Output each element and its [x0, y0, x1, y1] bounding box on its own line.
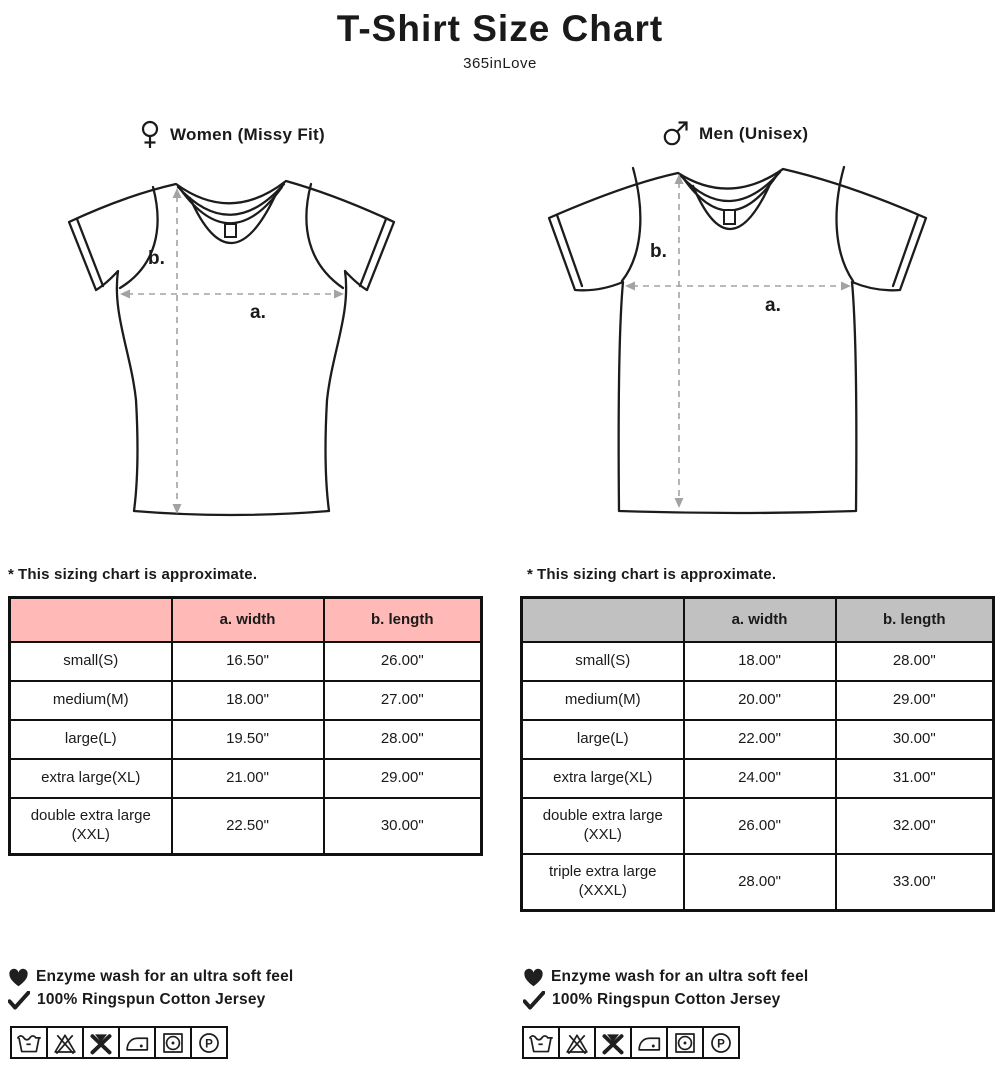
length-cell: 32.00" — [836, 798, 994, 854]
care-line — [8, 989, 293, 1011]
men-tshirt-diagram — [543, 156, 935, 518]
asterisk: * — [8, 566, 15, 583]
women-length-label: b. — [148, 248, 165, 269]
women-care-notes — [8, 966, 293, 1011]
women-table-header — [10, 598, 482, 643]
svg-text:P: P — [205, 1037, 213, 1050]
tumble-dry-icon — [666, 1026, 704, 1059]
iron-icon — [118, 1026, 156, 1059]
width-cell: 24.00" — [684, 759, 836, 798]
care-text: Enzyme wash for an ultra soft feel — [551, 968, 809, 985]
size-cell: large(L) — [10, 720, 172, 759]
do-not-bleach-icon — [46, 1026, 84, 1059]
men-section-heading — [662, 120, 808, 147]
table-row — [10, 759, 482, 798]
women-tshirt-diagram — [64, 168, 400, 520]
heart-icon — [8, 968, 29, 987]
care-text: Enzyme wash for an ultra soft feel — [36, 968, 294, 985]
table-row — [10, 681, 482, 720]
care-text: 100% Ringspun Cotton Jersey — [552, 991, 781, 1008]
width-cell: 20.00" — [684, 681, 836, 720]
table-row — [522, 759, 994, 798]
check-icon — [523, 991, 545, 1010]
table-row — [522, 854, 994, 911]
men-heading-label: Men (Unisex) — [699, 123, 809, 143]
width-cell: 21.00" — [172, 759, 324, 798]
table-row — [10, 798, 482, 855]
width-cell: 26.00" — [684, 798, 836, 854]
women-size-table — [8, 596, 483, 856]
table-row — [522, 681, 994, 720]
men-approximate-note: * This sizing chart is approximate. — [527, 566, 777, 583]
size-cell: small(S) — [522, 642, 684, 681]
women-col-length: b. length — [324, 598, 482, 643]
size-cell: double extra large (XXL) — [10, 798, 172, 855]
width-cell: 22.00" — [684, 720, 836, 759]
women-width-label: a. — [250, 302, 266, 323]
care-line — [523, 966, 808, 988]
check-icon — [8, 991, 30, 1010]
length-cell: 29.00" — [324, 759, 482, 798]
length-cell: 27.00" — [324, 681, 482, 720]
tumble-dry-icon — [154, 1026, 192, 1059]
female-sign-icon — [139, 120, 161, 150]
width-cell: 18.00" — [684, 642, 836, 681]
table-row — [10, 642, 482, 681]
men-care-notes — [523, 966, 808, 1011]
size-cell: medium(M) — [10, 681, 172, 720]
do-not-wring-icon — [82, 1026, 120, 1059]
men-width-label: a. — [765, 295, 781, 316]
width-cell: 28.00" — [684, 854, 836, 911]
table-row — [522, 798, 994, 854]
male-sign-icon — [662, 120, 690, 147]
size-cell: small(S) — [10, 642, 172, 681]
men-laundry-symbols — [522, 1026, 740, 1059]
collar-tag — [225, 224, 236, 237]
women-section-heading — [139, 120, 325, 150]
men-size-table — [520, 596, 995, 912]
size-cell: triple extra large (XXXL) — [522, 854, 684, 911]
care-line — [523, 989, 808, 1011]
width-cell: 18.00" — [172, 681, 324, 720]
iron-icon — [630, 1026, 668, 1059]
length-cell: 28.00" — [836, 642, 994, 681]
dry-clean-p-icon — [702, 1026, 740, 1059]
women-col-size — [10, 598, 172, 643]
men-col-length: b. length — [836, 598, 994, 643]
size-cell: extra large(XL) — [10, 759, 172, 798]
men-col-size — [522, 598, 684, 643]
table-row — [10, 720, 482, 759]
table-row — [522, 720, 994, 759]
dry-clean-p-icon — [190, 1026, 228, 1059]
women-laundry-symbols — [10, 1026, 228, 1059]
women-col-width: a. width — [172, 598, 324, 643]
length-cell: 31.00" — [836, 759, 994, 798]
length-cell: 30.00" — [836, 720, 994, 759]
length-cell: 28.00" — [324, 720, 482, 759]
length-cell: 30.00" — [324, 798, 482, 855]
size-cell: extra large(XL) — [522, 759, 684, 798]
asterisk: * — [527, 566, 534, 583]
women-approximate-note: * This sizing chart is approximate. — [8, 566, 258, 583]
care-text: 100% Ringspun Cotton Jersey — [37, 991, 266, 1008]
size-cell: large(L) — [522, 720, 684, 759]
size-cell: double extra large (XXL) — [522, 798, 684, 854]
width-cell: 19.50" — [172, 720, 324, 759]
table-row — [522, 642, 994, 681]
svg-text:P: P — [717, 1037, 725, 1050]
do-not-wring-icon — [594, 1026, 632, 1059]
care-line — [8, 966, 293, 988]
men-col-width: a. width — [684, 598, 836, 643]
brand-name: 365inLove — [463, 55, 537, 72]
men-length-label: b. — [650, 241, 667, 262]
width-cell: 22.50" — [172, 798, 324, 855]
women-heading-label: Women (Missy Fit) — [170, 125, 325, 144]
do-not-bleach-icon — [558, 1026, 596, 1059]
length-cell: 33.00" — [836, 854, 994, 911]
heart-icon — [523, 968, 544, 987]
length-cell: 26.00" — [324, 642, 482, 681]
machine-wash-icon — [10, 1026, 48, 1059]
collar-tag — [724, 210, 735, 224]
size-cell: medium(M) — [522, 681, 684, 720]
width-cell: 16.50" — [172, 642, 324, 681]
machine-wash-icon — [522, 1026, 560, 1059]
page-title: T-Shirt Size Chart — [336, 8, 664, 49]
length-cell: 29.00" — [836, 681, 994, 720]
men-table-header — [522, 598, 994, 643]
